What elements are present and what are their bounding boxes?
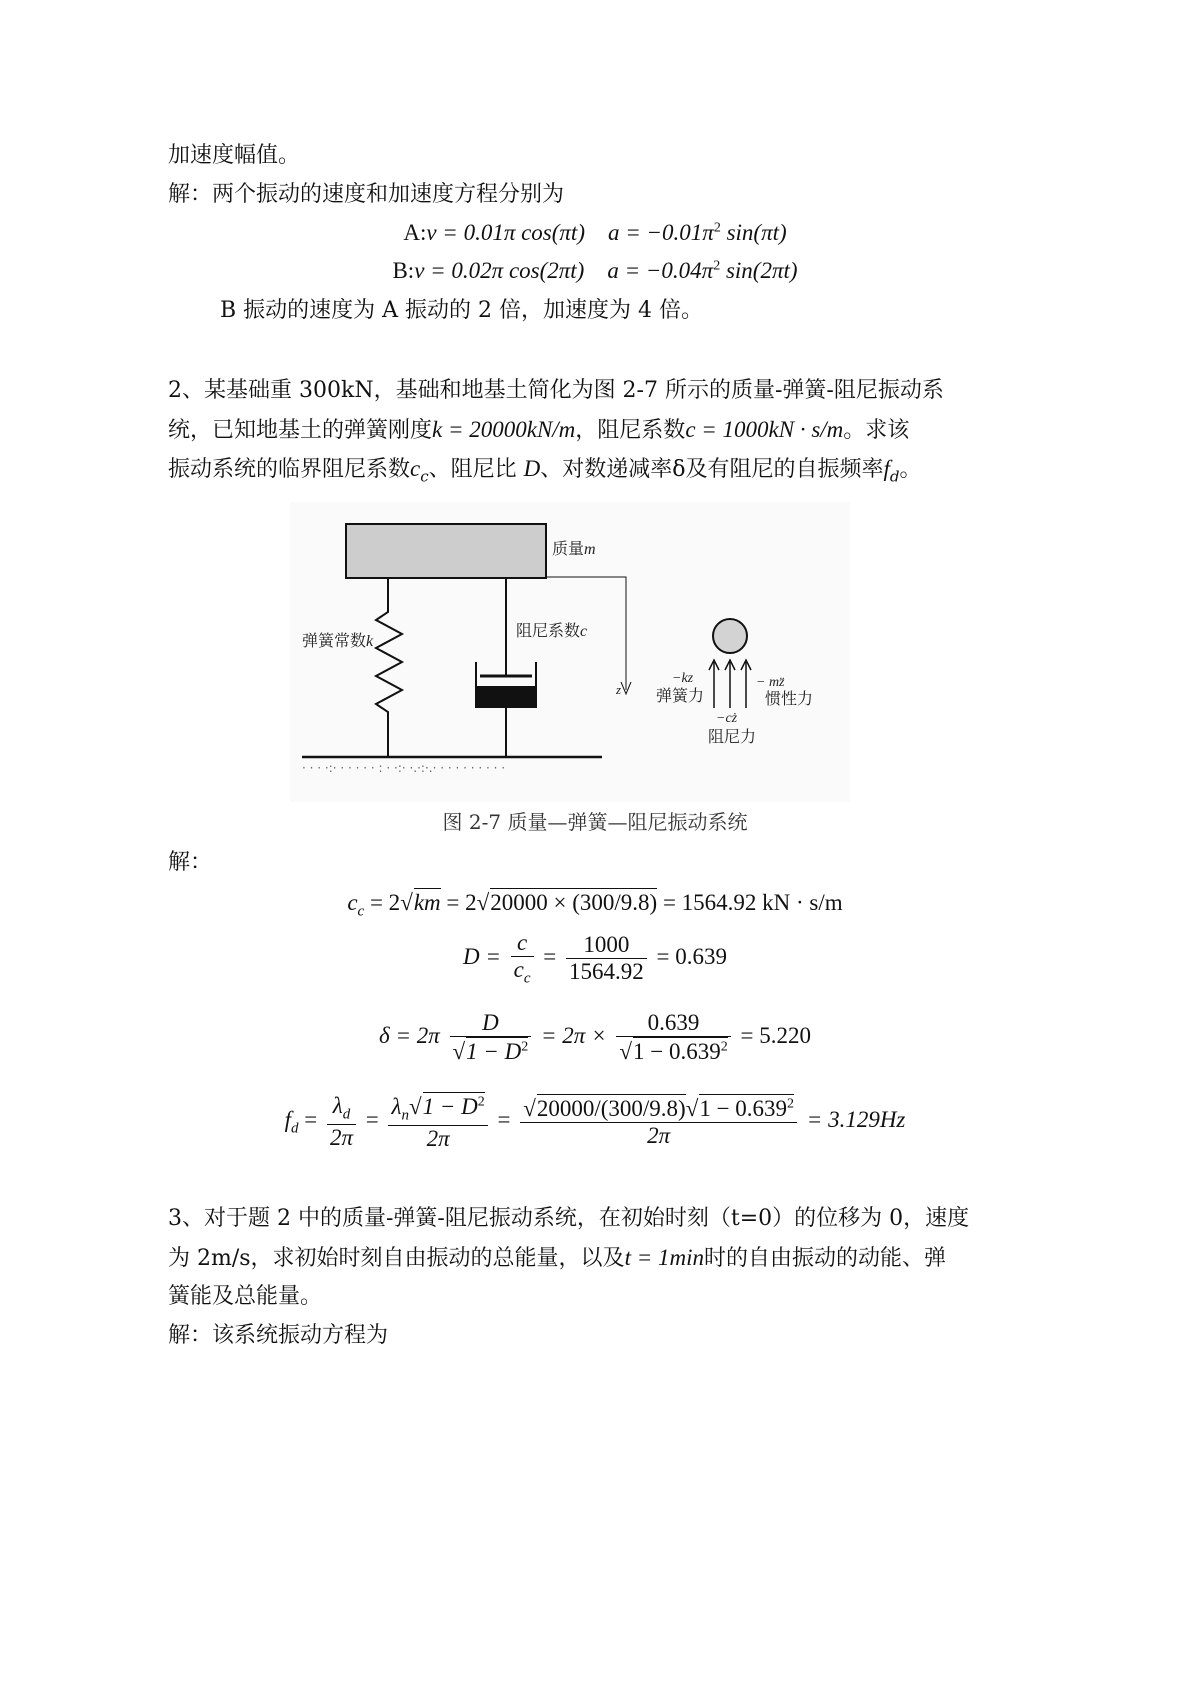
inline-d: D [523,456,541,481]
inertia-force-label: 惯性力 [765,689,814,708]
conclusion-line: B 振动的速度为 A 振动的 2 倍，加速度为 4 倍。 [220,298,704,323]
equation-b [0,258,1190,284]
inline-k: k = 20000kN/m [432,417,576,442]
problem-3-line-2: 为 2m/s，求初始时刻自由振动的总能量，以及t = 1min时的自由振动的动能、弹 [168,1245,946,1271]
damper-label: 阻尼系数c [516,621,588,640]
cz-label: −cż [716,711,738,726]
mass-block [346,524,546,578]
equation-damping-ratio: D = $\frac{c}{c_c}$ = $\frac{1000}{1564.92}$ = 0.639 [463,930,727,987]
equation-log-decrement: δ = 2π $\frac{D}{√1 - D^2}$ = 2π × $\frac{0.639}{√1 - 0.639^2}$ = 5.220 [379,1010,811,1064]
z-label: z [616,682,622,697]
free-body-mass [713,619,747,653]
equation-cc: $c_c = 2√km = 2√20000 \times (300/9.8) = 1564.92$ kN · s/m [347,890,843,920]
eq-accel: a = −0.04π [607,258,714,283]
eq-velocity: v = 0.02π cos(2πt) [414,258,585,283]
eq-label: B: [392,258,415,283]
solution-3-intro: 解：该系统振动方程为 [168,1323,389,1348]
inline-t: t = 1min [624,1245,704,1270]
damper-fluid [477,686,535,707]
eq-label: A: [403,220,427,245]
eq-velocity: v = 0.01π cos(πt) [426,220,585,245]
eq-exponent: 2 [713,220,721,236]
problem-3-line-1: 3、对于题 2 中的质量-弹簧-阻尼振动系统，在初始时刻（t=0）的位移为 0，速度 [168,1206,970,1231]
eq-accel-tail: sin(πt) [720,220,787,245]
mass-label: 质量m [552,539,596,558]
text-line: 加速度幅值。 [168,143,301,168]
damping-force-label: 阻尼力 [708,727,757,746]
kz-label: −kz [672,671,694,686]
spring-label: 弹簧常数k [302,631,374,650]
spring-force-label: 弹簧力 [656,686,705,705]
solution-2-label: 解： [168,850,213,875]
problem-3-line-3: 簧能及总能量。 [168,1284,323,1309]
equation-damped-frequency: $f_d$ = $\frac{\lambda_d}{2\pi}$ = $\frac{\lambda_n√1 - D^2}{2\pi}$ = $\frac{√20000/(300/9.8)√1 - 0.639^2}{2\pi}$ = 3.129Hz [284,1093,906,1151]
inline-c: c = 1000kN · s/m [685,417,844,442]
figure-mass-spring-damper [290,502,850,802]
equation-a [0,220,1190,246]
eq-accel: a = −0.01π [608,220,714,245]
solution-intro: 解：两个振动的速度和加速度方程分别为 [168,182,565,207]
figure-caption: 图 2-7 质量—弹簧—阻尼振动系统 [442,810,748,834]
eq-accel-tail: sin(2πt) [720,258,798,283]
mz-label: − mz̈ [756,675,785,690]
eq-exponent: 2 [713,258,721,274]
problem-2-line-2: 统，已知地基土的弹簧刚度k = 20000kN/m，阻尼系数c = 1000kN · s/m。求该 [168,417,910,443]
problem-2-line-1: 2、某基础重 300kN，基础和地基土简化为图 2-7 所示的质量-弹簧-阻尼振动系 [168,378,944,403]
inline-cc: c [410,456,421,481]
problem-2-line-3: 振动系统的临界阻尼系数$c_c$、阻尼比 D、对数递减率δ及有阻尼的自振频率$f_d$。 [168,456,922,486]
inline-fd: f [883,456,890,481]
ground-hatch: · · · ·:· · · · · · : · ·:· ·.·:·.· · · · · · · · · · [302,761,506,775]
